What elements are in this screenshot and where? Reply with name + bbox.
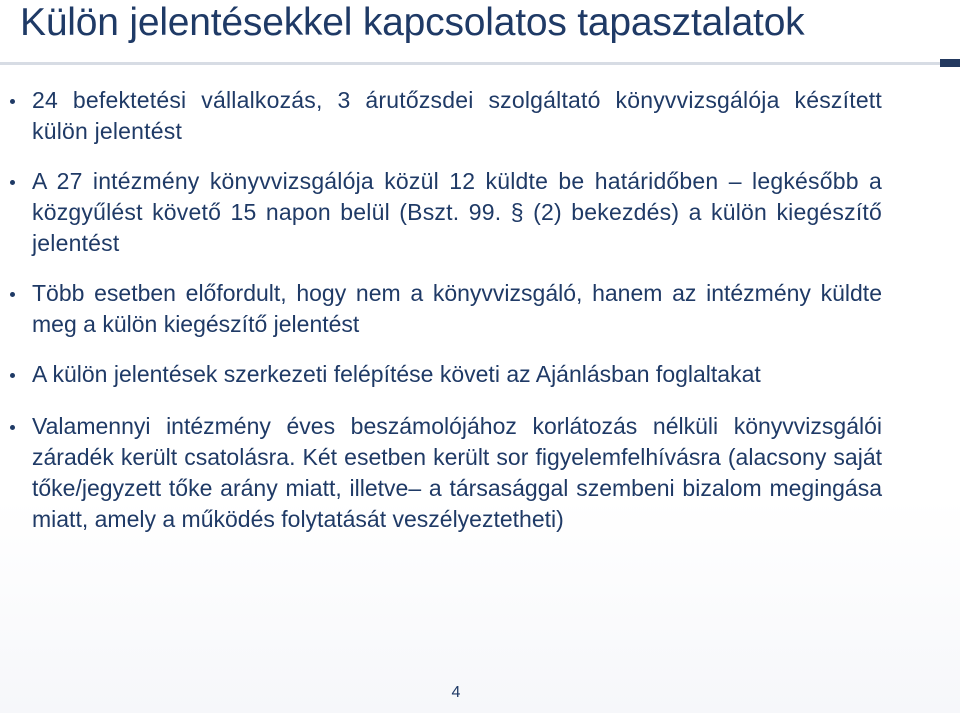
bullet-text: 24 befektetési vállalkozás, 3 árutőzsdei szolgáltató könyvvizsgálója készített külön jelentést bbox=[32, 87, 882, 144]
bullet-text: Több esetben előfordult, hogy nem a könyvvizsgáló, hanem az intézmény küldte meg a külön kiegészítő jelentést bbox=[32, 280, 882, 337]
bullet-dot-icon bbox=[10, 292, 15, 297]
bullet-dot-icon bbox=[10, 373, 15, 378]
bullet-text: A 27 intézmény könyvvizsgálója közül 12 küldte be határidőben – legkésőbb a közgyűlést követő 15 napon belül (Bszt. 99. § (2) bekezdés) a külön kiegészítő jelentést bbox=[32, 168, 882, 256]
bullet-item bbox=[32, 359, 882, 390]
bullet-item bbox=[32, 411, 882, 535]
bullet-item bbox=[32, 278, 882, 340]
page-number: 4 bbox=[451, 684, 461, 701]
slide-title: Külön jelentésekkel kapcsolatos tapasztalatok bbox=[20, 1, 805, 44]
bullet-dot-icon bbox=[10, 99, 15, 104]
bullet-dot-icon bbox=[10, 180, 15, 185]
bullet-list bbox=[32, 85, 882, 554]
title-divider bbox=[0, 62, 960, 65]
bullet-dot-icon bbox=[10, 425, 15, 430]
bullet-item bbox=[32, 166, 882, 259]
bullet-text: Valamennyi intézmény éves beszámolójához korlátozás nélküli könyvvizsgálói záradék került csatolásra. Két esetben került sor figyelemfelhívásra (alacsony saját tőke/jegyzett tőke arány miatt, illetve– a társasággal szembeni bizalom megingása miatt, amely a működés folytatását veszélyeztetheti) bbox=[32, 413, 882, 532]
title-divider-accent bbox=[940, 59, 960, 67]
bullet-item bbox=[32, 85, 882, 147]
bullet-text: A külön jelentések szerkezeti felépítése követi az Ajánlásban foglaltakat bbox=[32, 361, 761, 387]
